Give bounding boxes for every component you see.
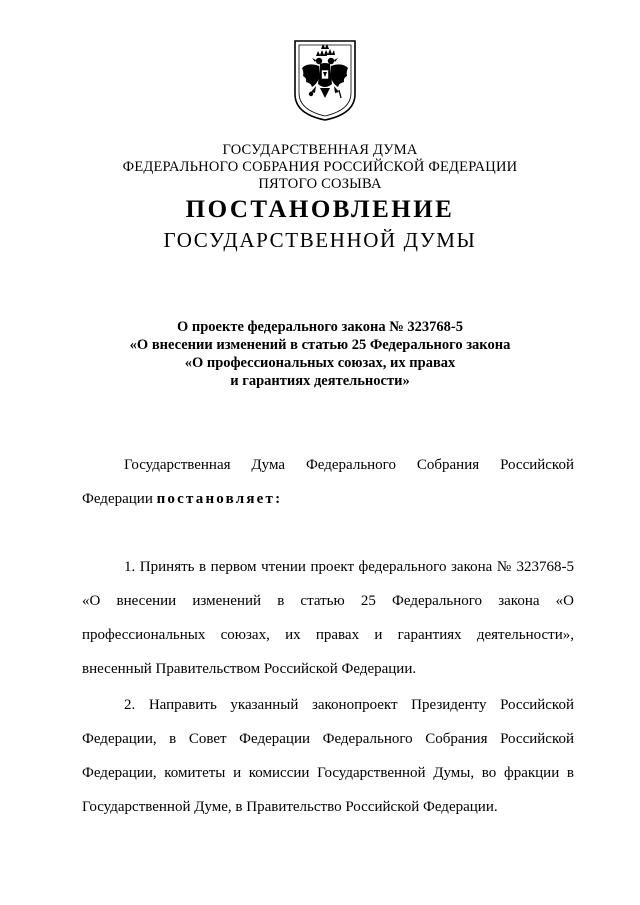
header-line-convocation: ПЯТОГО СОЗЫВА [258,176,382,192]
document-type-title: ПОСТАНОВЛЕНИЕ [185,196,455,223]
coat-of-arms-icon [292,38,358,122]
resolution-subject [0,318,640,390]
subject-line: «О профессиональных союзах, их правах [184,355,456,371]
intro-text: Государственная Дума Федерального Собрания Российской Федерации [82,457,574,507]
subject-line: О проекте федерального закона № 323768-5 [176,319,464,335]
subject-line: и гарантиях деятельности» [230,373,410,389]
issuing-body-header [0,142,640,193]
resolution-item-2: 2. Направить указанный законопроект Президенту Российской Федерации, в Совет Федерации Федерального Собрания Российской Федерации, комитеты и комиссии Государственной Думы, во фракции в Государственной Думе, в Правительство Российской Федерации. [82,697,574,815]
header-line-duma: ГОСУДАРСТВЕННАЯ ДУМА [222,142,418,158]
resolves-word: постановляет: [156,491,283,507]
intro-paragraph [82,448,574,516]
subject-line: «О внесении изменений в статью 25 Федерального закона [129,337,511,353]
document-issuer-title: ГОСУДАРСТВЕННОЙ ДУМЫ [163,228,477,252]
resolution-item-1: 1. Принять в первом чтении проект федерального закона № 323768-5 «О внесении изменений в статью 25 Федерального закона «О профессиональных союзах, их правах и гарантиях деятельности», внесенный Правительством Российской Федерации. [82,559,574,677]
header-line-federal-assembly: ФЕДЕРАЛЬНОГО СОБРАНИЯ РОССИЙСКОЙ ФЕДЕРАЦИИ [122,159,518,175]
